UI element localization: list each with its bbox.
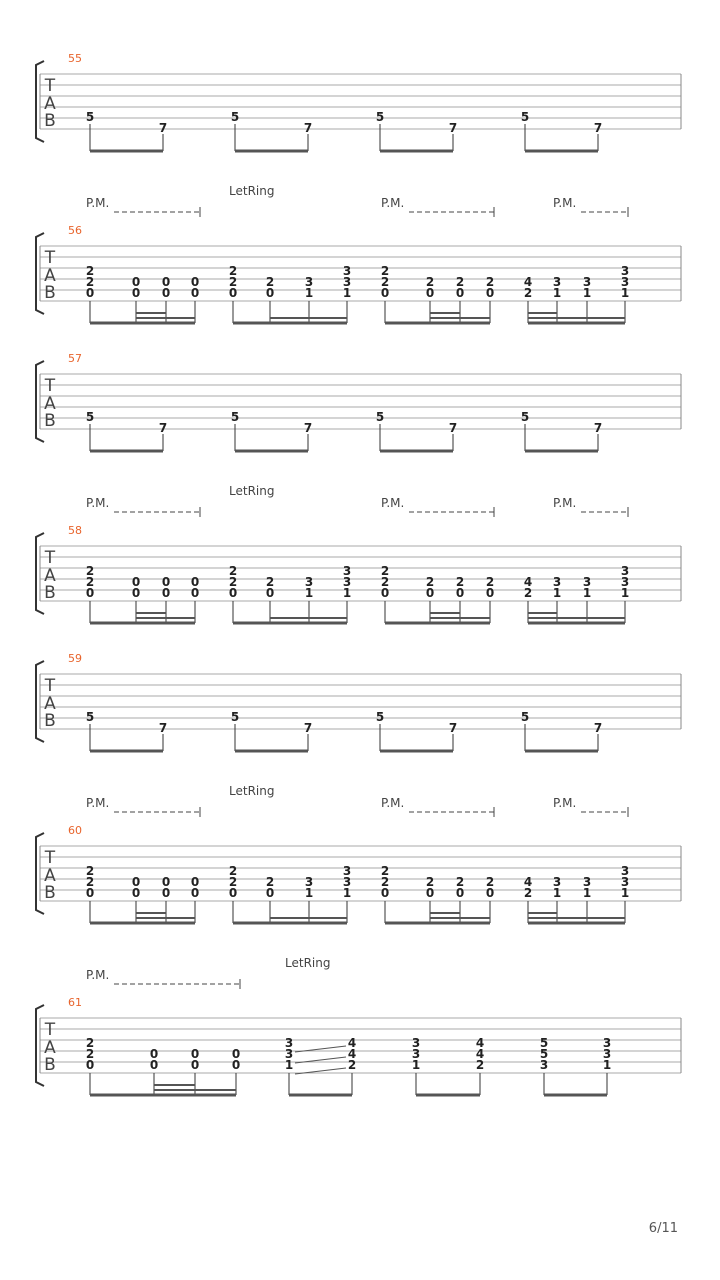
fret-number: 0 [149,1058,159,1072]
measure-number: 56 [68,224,82,237]
fret-number: 0 [190,586,200,600]
fret-number: 2 [228,264,238,278]
fret-number: 0 [228,886,238,900]
tab-clef-t: T [44,848,56,868]
fret-number: 2 [485,275,495,289]
fret-number: 5 [375,410,385,424]
fret-number: 4 [475,1047,485,1061]
fret-number: 2 [380,875,390,889]
fret-number: 2 [85,564,95,578]
fret-number: 1 [582,586,592,600]
fret-number: 0 [149,1047,159,1061]
fret-number: 3 [342,575,352,589]
fret-number: 3 [304,875,314,889]
fret-number: 1 [411,1058,421,1072]
fret-number: 2 [425,875,435,889]
fret-number: 0 [231,1058,241,1072]
fret-number: 3 [602,1047,612,1061]
fret-number: 0 [190,275,200,289]
fret-number: 0 [161,275,171,289]
fret-number: 1 [620,286,630,300]
fret-number: 0 [425,286,435,300]
fret-number: 3 [304,275,314,289]
fret-number: 2 [85,275,95,289]
let-ring-label: LetRing [285,956,331,970]
fret-number: 2 [85,264,95,278]
fret-number: 0 [190,286,200,300]
fret-number: 2 [425,575,435,589]
fret-number: 1 [284,1058,294,1072]
fret-number: 3 [620,864,630,878]
fret-number: 7 [448,721,458,735]
fret-number: 3 [552,875,562,889]
fret-number: 0 [425,586,435,600]
fret-number: 3 [411,1047,421,1061]
measure-number: 60 [68,824,82,837]
fret-number: 2 [265,875,275,889]
fret-number: 5 [520,410,530,424]
fret-number: 5 [375,710,385,724]
tab-clef-a: A [44,394,56,414]
palm-mute-label: P.M. [553,796,577,810]
fret-number: 0 [455,586,465,600]
fret-number: 3 [582,575,592,589]
fret-number: 2 [228,575,238,589]
fret-number: 7 [303,421,313,435]
fret-number: 5 [520,710,530,724]
fret-number: 2 [455,575,465,589]
page-number: 6/11 [648,1221,678,1236]
fret-number: 0 [265,886,275,900]
fret-number: 3 [620,275,630,289]
measure-number: 58 [68,524,82,537]
fret-number: 7 [158,721,168,735]
fret-number: 5 [85,710,95,724]
fret-number: 3 [284,1036,294,1050]
fret-number: 1 [552,886,562,900]
fret-number: 3 [552,575,562,589]
tab-clef-a: A [44,694,56,714]
tab-clef-a: A [44,94,56,114]
palm-mute-label: P.M. [553,196,577,210]
fret-number: 0 [190,1058,200,1072]
fret-number: 2 [85,575,95,589]
fret-number: 2 [380,864,390,878]
fret-number: 0 [161,886,171,900]
fret-number: 1 [342,286,352,300]
tab-clef-t: T [44,248,56,268]
fret-number: 2 [380,264,390,278]
tab-clef-a: A [44,566,56,586]
fret-number: 0 [425,886,435,900]
fret-number: 3 [620,564,630,578]
fret-number: 2 [523,286,533,300]
fret-number: 0 [161,575,171,589]
tab-clef-b: B [44,711,56,731]
fret-number: 0 [131,886,141,900]
tab-clef-b: B [44,411,56,431]
fret-number: 0 [190,875,200,889]
tab-clef-b: B [44,111,56,131]
fret-number: 0 [131,275,141,289]
fret-number: 0 [380,586,390,600]
measure-number: 61 [68,996,82,1009]
fret-number: 1 [582,886,592,900]
fret-number: 2 [228,564,238,578]
tab-clef-a: A [44,866,56,886]
fret-number: 0 [85,286,95,300]
fret-number: 7 [593,721,603,735]
fret-number: 7 [303,121,313,135]
let-ring-label: LetRing [229,184,275,198]
fret-number: 3 [620,264,630,278]
palm-mute-label: P.M. [381,496,405,510]
fret-number: 1 [304,286,314,300]
fret-number: 1 [552,286,562,300]
fret-number: 3 [284,1047,294,1061]
fret-number: 2 [485,875,495,889]
fret-number: 7 [593,421,603,435]
palm-mute-label: P.M. [86,796,110,810]
tab-clef-a: A [44,1038,56,1058]
fret-number: 2 [85,1047,95,1061]
fret-number: 0 [485,586,495,600]
palm-mute-label: P.M. [86,496,110,510]
fret-number: 3 [620,575,630,589]
fret-number: 0 [131,875,141,889]
fret-number: 1 [304,886,314,900]
fret-number: 2 [380,275,390,289]
fret-number: 2 [485,575,495,589]
fret-number: 1 [620,886,630,900]
fret-number: 5 [539,1047,549,1061]
tab-clef-b: B [44,883,56,903]
fret-number: 0 [85,1058,95,1072]
fret-number: 2 [265,275,275,289]
fret-number: 2 [85,1036,95,1050]
fret-number: 0 [190,886,200,900]
fret-number: 7 [593,121,603,135]
fret-number: 2 [380,575,390,589]
palm-mute-label: P.M. [86,196,110,210]
tab-clef-b: B [44,583,56,603]
tab-clef-a: A [44,266,56,286]
fret-number: 0 [231,1047,241,1061]
fret-number: 5 [230,710,240,724]
fret-number: 0 [455,286,465,300]
fret-number: 1 [620,586,630,600]
fret-number: 2 [523,586,533,600]
fret-number: 4 [347,1036,357,1050]
fret-number: 5 [520,110,530,124]
fret-number: 3 [342,564,352,578]
fret-number: 7 [158,121,168,135]
fret-number: 0 [265,586,275,600]
fret-number: 2 [228,864,238,878]
measure-number: 55 [68,52,82,65]
fret-number: 0 [455,886,465,900]
tab-clef-t: T [44,1020,56,1040]
fret-number: 2 [228,275,238,289]
fret-number: 0 [161,875,171,889]
fret-number: 4 [347,1047,357,1061]
fret-number: 0 [190,1047,200,1061]
fret-number: 5 [85,410,95,424]
fret-number: 7 [448,421,458,435]
fret-number: 2 [85,864,95,878]
palm-mute-label: P.M. [381,796,405,810]
palm-mute-label: P.M. [381,196,405,210]
fret-number: 3 [342,275,352,289]
let-ring-label: LetRing [229,784,275,798]
tab-clef-t: T [44,76,56,96]
fret-number: 0 [85,586,95,600]
fret-number: 0 [485,286,495,300]
fret-number: 5 [230,410,240,424]
fret-number: 3 [552,275,562,289]
fret-number: 5 [539,1036,549,1050]
fret-number: 1 [582,286,592,300]
tab-clef-t: T [44,548,56,568]
palm-mute-label: P.M. [86,968,110,982]
fret-number: 7 [448,121,458,135]
fret-number: 3 [342,875,352,889]
fret-number: 3 [582,275,592,289]
fret-number: 2 [523,886,533,900]
fret-number: 2 [455,275,465,289]
fret-number: 4 [523,275,533,289]
fret-number: 0 [131,575,141,589]
fret-number: 5 [230,110,240,124]
fret-number: 2 [455,875,465,889]
tab-clef-b: B [44,1055,56,1075]
palm-mute-label: P.M. [553,496,577,510]
fret-number: 2 [380,564,390,578]
fret-number: 4 [475,1036,485,1050]
fret-number: 3 [411,1036,421,1050]
fret-number: 0 [265,286,275,300]
fret-number: 2 [425,275,435,289]
fret-number: 5 [85,110,95,124]
fret-number: 4 [523,875,533,889]
fret-number: 0 [161,586,171,600]
fret-number: 3 [582,875,592,889]
fret-number: 0 [380,886,390,900]
fret-number: 3 [602,1036,612,1050]
tab-clef-b: B [44,283,56,303]
fret-number: 0 [85,886,95,900]
fret-number: 0 [131,586,141,600]
fret-number: 3 [539,1058,549,1072]
measure-number: 59 [68,652,82,665]
fret-number: 0 [190,575,200,589]
fret-number: 1 [552,586,562,600]
fret-number: 4 [523,575,533,589]
fret-number: 0 [228,586,238,600]
fret-number: 0 [131,286,141,300]
fret-number: 0 [228,286,238,300]
fret-number: 0 [161,286,171,300]
fret-number: 1 [342,586,352,600]
fret-number: 2 [228,875,238,889]
fret-number: 1 [602,1058,612,1072]
fret-number: 3 [304,575,314,589]
fret-number: 2 [475,1058,485,1072]
let-ring-label: LetRing [229,484,275,498]
fret-number: 5 [375,110,385,124]
fret-number: 1 [304,586,314,600]
fret-number: 3 [342,264,352,278]
fret-number: 2 [85,875,95,889]
fret-number: 0 [380,286,390,300]
fret-number: 2 [347,1058,357,1072]
fret-number: 7 [158,421,168,435]
measure-number: 57 [68,352,82,365]
tab-clef-t: T [44,676,56,696]
tab-clef-t: T [44,376,56,396]
fret-number: 2 [265,575,275,589]
fret-number: 1 [342,886,352,900]
fret-number: 7 [303,721,313,735]
fret-number: 3 [620,875,630,889]
fret-number: 0 [485,886,495,900]
fret-number: 3 [342,864,352,878]
